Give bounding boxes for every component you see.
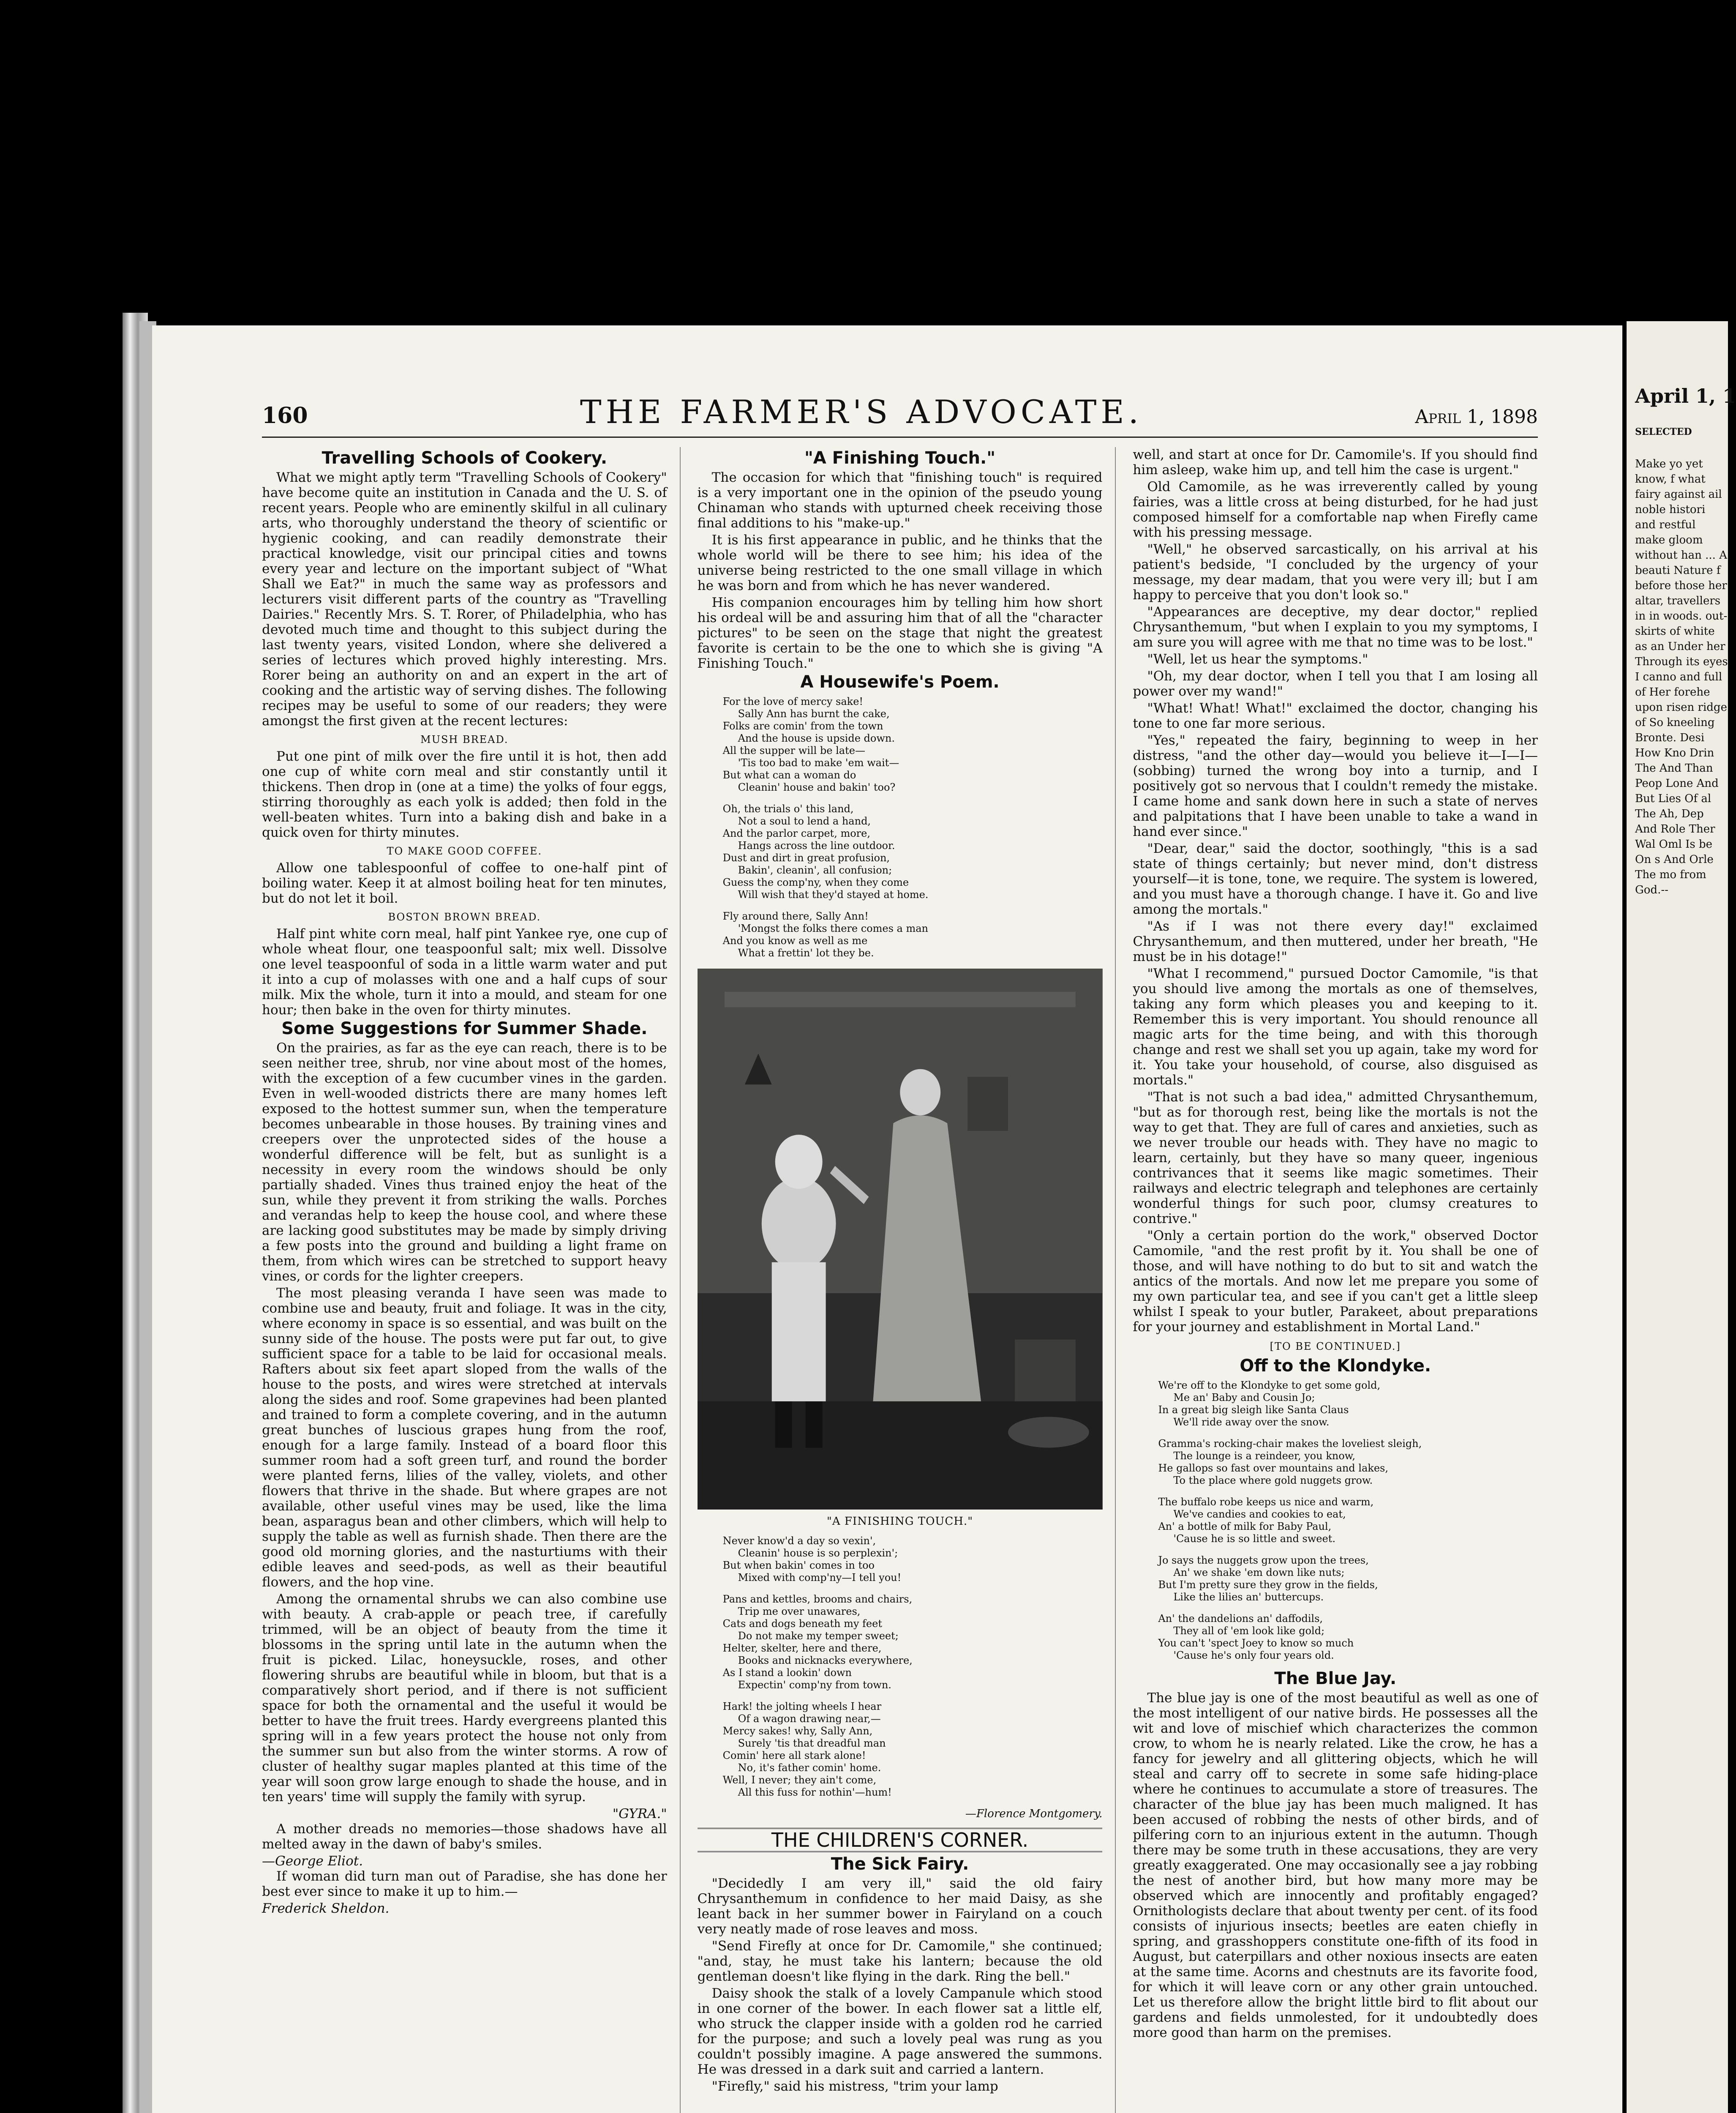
paragraph: "Yes," repeated the fairy, beginning to weep in her distress, "and the other day—would you believe it—I—I—(sobbing) turned the wrong boy into a turnip, and I positively got so nervous that I couldn't remedy the mistake. I came home and sank down here in such a state of nerves and palpitations that I have been unable to take a wand in hand ever since." <box>1133 733 1538 839</box>
poem-line: Oh, the trials o' this land, <box>722 803 854 815</box>
poem-line: Fly around there, Sally Ann! <box>722 910 869 922</box>
poem-line: Do not make my temper sweet; <box>738 1630 899 1642</box>
engraving-picture <box>698 969 1103 1510</box>
stanza <box>1158 1379 1538 1428</box>
poem-line: Books and nicknacks everywhere, <box>738 1654 913 1666</box>
poem-line: We've candies and cookies to eat, <box>1173 1508 1346 1520</box>
stanza <box>1158 1554 1538 1603</box>
adjacent-page-header: April 1, 1 <box>1635 385 1736 407</box>
adjacent-page-fragment <box>1627 321 1736 2113</box>
recipe-title-mush: MUSH BREAD. <box>420 734 509 745</box>
poem-line: But I'm pretty sure they grow in the fields, <box>1158 1579 1378 1591</box>
poem-line: In a great big sleigh like Santa Claus <box>1158 1404 1349 1416</box>
poem-line: The lounge is a reindeer, you know, <box>1173 1450 1355 1462</box>
poem-line: Cleanin' house is so perplexin'; <box>738 1547 898 1559</box>
newspaper-page <box>152 325 1622 2113</box>
poem <box>723 696 1103 959</box>
paragraph: Among the ornamental shrubs we can also combine use with beauty. A crab-apple or peach tree, if carefully trimmed, will be an object of beauty from the time it blossoms in the spring until late in the autumn when the fruit is picked. Lilac, honeysuckle, roses, and other flowering shrubs are beautiful while in bloom, but that is a comparatively short period, and if there is not sufficient space for both the ornamental and the useful it would be better to have the fruit trees. Hardy evergreens planted this spring will in a few years protect the house not only from the summer sun but also from the winter storms. A row of cluster of healthy sugar maples planted at this time of the year will soon grow large enough to shade the house, and in ten years' time will supply the family with syrup. <box>262 1592 667 1805</box>
poem-line: 'Cause he is so little and sweet. <box>1173 1533 1335 1545</box>
issue-date: April 1, 1898 <box>1415 406 1538 428</box>
poem-line: They all of 'em look like gold; <box>1173 1625 1325 1637</box>
poem-line: Sally Ann has burnt the cake, <box>738 708 890 720</box>
paragraph: "Firefly," said his mistress, "trim your lamp <box>711 2079 998 2094</box>
stanza <box>723 696 1103 794</box>
stanza <box>723 1701 1103 1799</box>
poem-line: Guess the comp'ny, when they come <box>722 876 909 888</box>
paragraph: It is his first appearance in public, and he thinks that the whole world will be there to see him; his idea of the universe being restricted to the one small village in which he was born and from which he has never wandered. <box>697 532 1103 593</box>
signature: "GYRA." <box>612 1806 667 1821</box>
poem-line: 'Mongst the folks there comes a man <box>738 923 928 934</box>
quote: If woman did turn man out of Paradise, she has done her best ever since to make it up to him.— <box>262 1869 667 1899</box>
paragraph: "Only a certain portion do the work," observed Doctor Camomile, "and the rest profit by it. You shall be one of those, and will have nothing to do but to sit and watch the antics of the mortals. And now let me prepare you some of my own particular tea, and see if you can't get a little sleep whilst I speak to your butler, Parakeet, about preparations for your journey and establishment in Mortal Land." <box>1133 1228 1538 1335</box>
poem-line: Mixed with comp'ny—I tell you! <box>738 1572 902 1583</box>
poem-author: —Florence Montgomery. <box>965 1807 1103 1820</box>
paragraph: The occasion for which that "finishing touch" is required is a very important one in the opinion of the pseudo young Chinaman who stands with upturned cheek receiving those final additions to his "make-up." <box>697 470 1103 531</box>
paragraph: "What! What! What!" exclaimed the doctor, changing his tone to one far more serious. <box>1133 701 1538 731</box>
poem-line: 'Tis too bad to make 'em wait— <box>738 757 899 769</box>
poem-line: Cleanin' house and bakin' too? <box>738 781 896 793</box>
stanza <box>723 1593 1103 1691</box>
page-header <box>262 393 1538 438</box>
poem-line: Of a wagon drawing near,— <box>738 1713 881 1725</box>
paragraph: Put one pint of milk over the fire until it is hot, then add one cup of white corn meal and stir constantly until it thickens. Then drop in (one at a time) the yolks of four eggs, stirring thoroughly as each yolk is added; then fold in the well-beaten whites. Turn into a baking dish and bake in a quick oven for thirty minutes. <box>262 749 667 840</box>
poem-title-housewife: A Housewife's Poem. <box>800 672 1000 692</box>
quote: A mother dreads no memories—those shadows have all melted away in the dawn of baby's smiles. <box>262 1821 667 1852</box>
poem-line: We're off to the Klondyke to get some gold, <box>1158 1379 1381 1391</box>
paragraph: well, and start at once for Dr. Camomile's. If you should find him asleep, wake him up, and tell him the case is urgent." <box>1133 447 1538 478</box>
article-title-blue-jay: The Blue Jay. <box>1274 1669 1397 1688</box>
poem-line: And the parlor carpet, more, <box>722 827 870 839</box>
stanza <box>1158 1496 1538 1545</box>
paragraph: Allow one tablespoonful of coffee to one-half pint of boiling water. Keep it at almost boiling heat for ten minutes, but do not let it boil. <box>262 860 667 906</box>
poem-line: Hark! the jolting wheels I hear <box>722 1701 882 1712</box>
article-title-cookery: Travelling Schools of Cookery. <box>322 448 608 468</box>
poem-line: All the supper will be late— <box>722 745 865 756</box>
poem-line: All this fuss for nothin'—hum! <box>738 1786 892 1798</box>
paragraph: Daisy shook the stalk of a lovely Campanule which stood in one corner of the bower. In each flower sat a little elf, who struck the clapper inside with a golden rod he carried for the purpose; and such a lovely peal was rung as you couldn't possibly imagine. A page answered the summons. He was dressed in a dark suit and carried a lantern. <box>697 1986 1103 2077</box>
poem-line: Trip me over unawares, <box>738 1605 861 1617</box>
poem-line: Comin' here all stark alone! <box>722 1750 866 1761</box>
poem-line: Well, I never; they ain't come, <box>722 1774 877 1786</box>
poem-line: You can't 'spect Joey to know so much <box>1158 1637 1354 1649</box>
poem-line: Hangs across the line outdoor. <box>738 840 895 852</box>
engraving-illustration <box>698 969 1103 1510</box>
paragraph: "Send Firefly at once for Dr. Camomile," she continued; "and, stay, he must take his lantern; because the old gentleman doesn't like flying in the dark. Ring the bell." <box>697 1938 1103 1984</box>
paragraph: The blue jay is one of the most beautiful as well as one of the most intelligent of our native birds. He possesses all the wit and love of mischief which characterizes the common crow, to whom he is nearly related. Like the crow, he has a fancy for jewelry and all glittering objects, which he will steal and carry off to secrete in some safe hiding-place where he continues to accumulate a store of treasures. The character of the blue jay has been much maligned. It has been accused of robbing the nests of other birds, and of pilfering corn to an injurious extent in the autumn. Though there may be some truth in these accusations, they are very greatly exaggerated. One may occasionally see a jay robbing the nest of another bird, but how many more may be observed which are innocently and profitably engaged? Ornithologists declare that about twenty per cent. of its food consists of injurious insects; beetles are eaten chiefly in spring, and grasshoppers constitute one-fifth of its food in August, but caterpillars and other noxious insects are eaten at the same time. Acorns and chestnuts are its favorite food, for which it will leave corn or any other grain untouched. Let us therefore allow the bright little bird to flit about our gardens and fields unmolested, for it undoubtedly does more good than harm on the premises. <box>1133 1690 1538 2040</box>
poem-line: But when bakin' comes in too <box>722 1559 875 1571</box>
poem-line: Me an' Baby and Cousin Jo; <box>1173 1392 1315 1403</box>
stanza <box>723 803 1103 901</box>
paragraph: "Decidedly I am very ill," said the old fairy Chrysanthemum in confidence to her maid Daisy, as she leant back in her summer bower in Fairyland on a couch very neatly made of rose leaves and moss. <box>697 1876 1103 1937</box>
poem-line: Like the lilies an' buttercups. <box>1173 1591 1324 1603</box>
poem-line: For the love of mercy sake! <box>722 696 864 707</box>
page-number: 160 <box>262 403 308 429</box>
poem-line: And the house is upside down. <box>738 732 895 744</box>
stanza <box>1158 1438 1538 1487</box>
paragraph: "Oh, my dear doctor, when I tell you that I am losing all power over my wand!" <box>1133 669 1538 699</box>
stanza <box>723 1535 1103 1584</box>
poem-line: Expectin' comp'ny from town. <box>738 1679 891 1691</box>
poem-line: Gramma's rocking-chair makes the loveliest sleigh, <box>1158 1438 1422 1450</box>
poem-line: Cats and dogs beneath my feet <box>722 1618 882 1630</box>
poem-line: Helter, skelter, here and there, <box>722 1642 882 1654</box>
poem-line: An' we shake 'em down like nuts; <box>1173 1567 1345 1578</box>
column-3 <box>1133 447 1538 2113</box>
columns <box>262 447 1538 2113</box>
poem-line: An' a bottle of milk for Baby Paul, <box>1158 1521 1332 1532</box>
paragraph: "Well, let us hear the symptoms." <box>1147 652 1368 667</box>
poem-line: Will wish that they'd stayed at home. <box>738 889 929 901</box>
poem-line: No, it's father comin' home. <box>738 1762 881 1774</box>
poem-line: An' the dandelions an' daffodils, <box>1158 1613 1323 1624</box>
quote-author: —George Eliot. <box>262 1854 363 1869</box>
recipe-title-brown-bread: BOSTON BROWN BREAD. <box>388 911 541 923</box>
poem-line: 'Cause he's only four years old. <box>1173 1649 1334 1661</box>
stanza <box>1158 1613 1538 1662</box>
poem-line: Dust and dirt in great profusion, <box>722 852 890 864</box>
paragraph: "Dear, dear," said the doctor, soothingly, "this is a sad state of things certainly; but never mind, don't distress yourself—it is tone, tone, we require. The system is lowered, and you must have a thorough change. I have it. Go and live among the mortals." <box>1133 841 1538 917</box>
column-2 <box>698 447 1116 2113</box>
poem-line: He gallops so fast over mountains and lakes, <box>1158 1462 1388 1474</box>
paragraph: "What I recommend," pursued Doctor Camomile, "is that you should live among the mortals as one of themselves, taking any form which pleases you and keeping to it. Remember this is very important. You should renounce all magic arts for the time being, and with this thorough change and rest we shall set you up again, take my word for it. You take your household, of course, also disguised as mortals." <box>1133 966 1538 1088</box>
paragraph: "Appearances are deceptive, my dear doctor," replied Chrysanthemum, "but when I explain to you my symptoms, I am sure you will agree with me that no time was to be lost." <box>1133 604 1538 650</box>
poem-line: Surely 'tis that dreadful man <box>738 1737 886 1749</box>
article-title-summer-shade: Some Suggestions for Summer Shade. <box>281 1019 648 1038</box>
paragraph: "Well," he observed sarcastically, on his arrival at his patient's bedside, "I concluded by the urgency of your message, my dear madam, that you were very ill; but I am happy to perceive that you don't look so." <box>1133 542 1538 603</box>
poem-line: Pans and kettles, brooms and chairs, <box>722 1593 913 1605</box>
adjacent-page-text: Make yo yet know, f what fairy against ail noble histori and restful make gloom without han ... A beauti Nature f before those her altar, travellers in in woods. out-skirts of white as an Under her Through its eyes I canno and full of Her forehe upon risen ridge of So kneeling Bronte. Desi How Kno Drin The And Than Peop Lone And But Lies Of al The Ah, Dep And Role Ther Wal Oml Is be On s And Orle The mo from God.-- <box>1635 458 1728 896</box>
paragraph: What we might aptly term "Travelling Schools of Cookery" have become quite an institution in Canada and the U. S. of recent years. People who are eminently skilful in all culinary arts, who thoroughly understand the theory of scientific or hygienic cooking, and can readily demonstrate their practical knowledge, visit our principal cities and towns every year and lecture on the important subject of "What Shall we Eat?" in much the same way as professors and lecturers visit different parts of the country as "Travelling Dairies." Recently Mrs. S. T. Rorer, of Philadelphia, who has devoted much time and thought to this subject during the last twenty years, visited London, where she delivered a series of lectures which proved highly interesting. Mrs. Rorer being an authority on and an expert in the art of cooking and the artistic way of serving dishes. The following recipes may be useful to some of our readers; they were amongst the first given at the recent lectures: <box>262 470 667 729</box>
column-1 <box>262 447 681 2113</box>
recipe-title-coffee: TO MAKE GOOD COFFEE. <box>387 845 542 857</box>
poem-title-klondyke: Off to the Klondyke. <box>1240 1356 1431 1376</box>
paragraph: "As if I was not there every day!" exclaimed Chrysanthemum, and then muttered, under her breath, "He must be in his dotage!" <box>1133 919 1538 964</box>
illustration-caption: "A FINISHING TOUCH." <box>826 1515 973 1528</box>
paragraph: Half pint white corn meal, half pint Yankee rye, one cup of whole wheat flour, one teaspoonful salt; mix well. Dissolve one level teaspoonful of soda in a little warm water and put it into a cup of molasses with one and a half cups of sour milk. Mix the whole, turn it into a mould, and steam for one hour; then bake in the oven for thirty minutes. <box>262 926 667 1018</box>
poem-line: Mercy sakes! why, Sally Ann, <box>722 1725 873 1737</box>
paragraph: The most pleasing veranda I have seen was made to combine use and beauty, fruit and foliage. It was in the city, where economy in space is so essential, and was built on the sunny side of the house. The posts were put far out, to give sufficient space for a table to be laid for occasional meals. Rafters about six feet apart sloped from the walls of the house to the posts, and wires were stretched at intervals along the sides and roof. Some grapevines had been planted and trained to form a complete covering, and in the autumn great bunches of luscious grapes hung from the roof, enough for a large family. Instead of a board floor this summer room had a soft green turf, and round the border were planted ferns, lilies of the valley, violets, and other flowers that thrive in the shade. But where grapes are not available, other useful vines may be used, like the lima bean, asparagus bean and other climbers, which will help to supply the table as well as furnish shade. Then there are the good old morning glories, and the nasturtiums with their edible leaves and seed-pods, as well as their beautiful flowers, and the hop vine. <box>262 1286 667 1590</box>
story-title-sick-fairy: The Sick Fairy. <box>831 1854 969 1874</box>
poem-line: What a frettin' lot they be. <box>738 947 874 959</box>
paragraph: Old Camomile, as he was irreverently called by young fairies, was a little cross at being disturbed, for he had just composed himself for a comfortable nap when Firefly came with his pressing message. <box>1133 479 1538 540</box>
paragraph: His companion encourages him by telling him how short his ordeal will be and assuring him that of all the "character pictures" to be seen on the stage that night the greatest favorite is certain to be the one to which she is giving "A Finishing Touch." <box>697 595 1103 671</box>
poem-line: The buffalo robe keeps us nice and warm, <box>1158 1496 1374 1508</box>
section-title-childrens-corner: THE CHILDREN'S CORNER. <box>698 1828 1103 1852</box>
poem-line: We'll ride away over the snow. <box>1173 1416 1330 1428</box>
paragraph: On the prairies, as far as the eye can reach, there is to be seen neither tree, shrub, nor vine about most of the homes, with the exception of a few cucumber vines in the garden. Even in well-wooded districts there are many homes left exposed to the hottest summer sun, when the temperature becomes unbearable in those houses. By training vines and creepers over the unprotected sides of the house a wonderful difference will be felt, but as sunlight is a necessity in every room the windows should be only partially shaded. Vines thus trained enjoy the heat of the sun, while they prevent it from striking the walls. Porches and verandas help to keep the house cool, and where these are lacking good substitutes may be made by simply driving a few posts into the ground and building a light frame on them, from which wires can be stretched to support heavy vines, or cords for the lighter creepers. <box>262 1040 667 1284</box>
poem-line: But what can a woman do <box>722 769 856 781</box>
poem <box>1158 1379 1538 1662</box>
adjacent-page-label: SELECTED <box>1635 426 1692 437</box>
poem-line: Bakin', cleanin', all confusion; <box>738 864 892 876</box>
stanza <box>723 910 1103 959</box>
poem-continued <box>723 1535 1103 1820</box>
poem-line: And you know as well as me <box>722 935 868 947</box>
to-be-continued: [TO BE CONTINUED.] <box>1270 1340 1401 1352</box>
paragraph: "That is not such a bad idea," admitted Chrysanthemum, "but as for thorough rest, being like the mortals is not the way to get that. They are full of cares and anxieties, such as we never trouble our heads with. They have no magic to learn, certainly, but they have so many queer, ingenious contrivances that it seems like magic sometimes. Their railways and electric telegraph and telephones are certainly wonderful things for such poor, clumsy creatures to contrive." <box>1133 1089 1538 1226</box>
poem-line: Never know'd a day so vexin', <box>722 1535 876 1547</box>
poem-line: Folks are comin' from the town <box>722 720 883 732</box>
poem-line: Not a soul to lend a hand, <box>738 815 871 827</box>
poem-line: As I stand a lookin' down <box>722 1667 852 1679</box>
masthead: THE FARMER'S ADVOCATE. <box>580 393 1143 431</box>
article-title-finishing-touch: "A Finishing Touch." <box>804 448 996 468</box>
quote-author: Frederick Sheldon. <box>262 1901 390 1916</box>
poem-line: Jo says the nuggets grow upon the trees, <box>1158 1554 1369 1566</box>
poem-line: To the place where gold nuggets grow. <box>1173 1474 1373 1486</box>
